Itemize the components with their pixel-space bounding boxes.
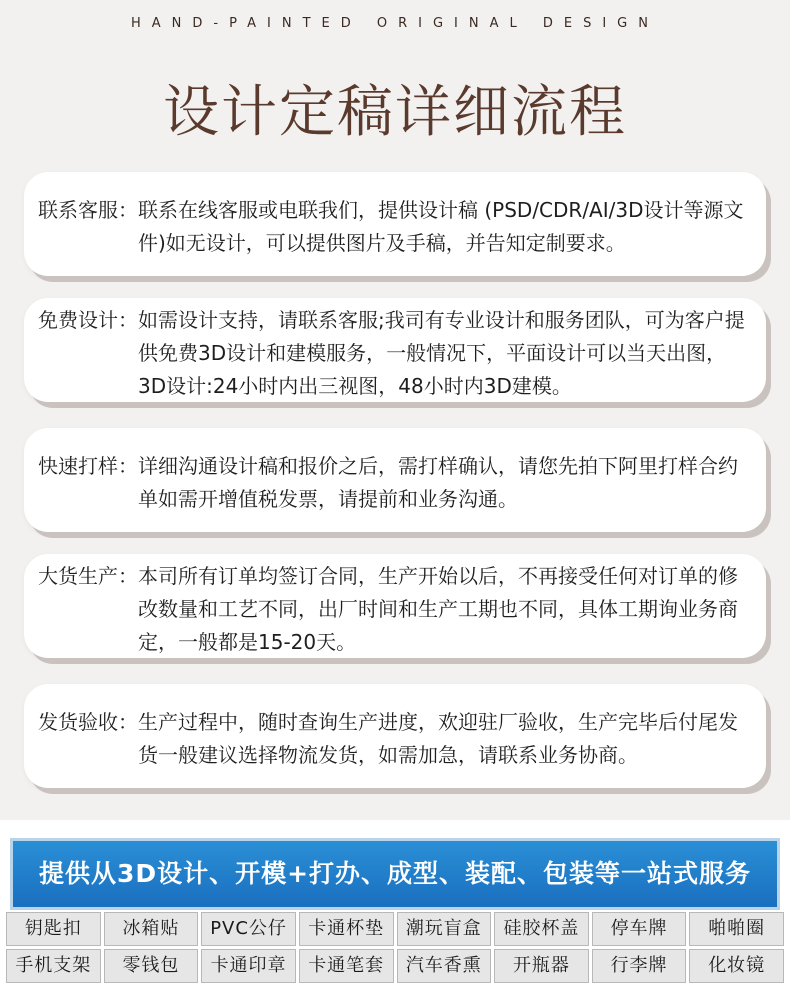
step-label: 免费设计： — [38, 308, 138, 332]
product-tag[interactable]: 卡通杯垫 — [299, 912, 394, 946]
product-tag[interactable]: 卡通印章 — [201, 949, 296, 983]
product-tag[interactable]: 化妆镜 — [689, 949, 784, 983]
step-label: 联系客服： — [38, 198, 138, 222]
step-text: 本司所有订单均签订合同，生产开始以后，不再接受任何对订单的修改数量和工艺不同，出厂时间和生产工期也不同，具体工期询业务商定，一般都是15-20天。 — [138, 564, 738, 654]
product-tag[interactable]: 汽车香熏 — [397, 949, 492, 983]
product-tag[interactable]: 卡通笔套 — [299, 949, 394, 983]
step-card-fast-sampling — [24, 428, 766, 532]
step-label: 发货验收： — [38, 710, 138, 734]
step-label: 快速打样： — [38, 454, 138, 478]
product-tag[interactable]: 潮玩盲盒 — [397, 912, 492, 946]
product-tag[interactable]: 停车牌 — [592, 912, 687, 946]
product-tag[interactable]: 行李牌 — [592, 949, 687, 983]
step-text: 如需设计支持，请联系客服;我司有专业设计和服务团队，可为客户提供免费3D设计和建模服务，一般情况下，平面设计可以当天出图，3D设计:24小时内出三视图，48小时内3D建模。 — [138, 308, 745, 398]
step-card-free-design — [24, 298, 766, 402]
product-tag[interactable]: PVC公仔 — [201, 912, 296, 946]
product-category-grid — [6, 912, 784, 983]
step-card-mass-production — [24, 554, 766, 658]
step-text: 联系在线客服或电联我们，提供设计稿 (PSD/CDR/AI/3D设计等源文件)如无设计，可以提供图片及手稿，并告知定制要求。 — [138, 198, 744, 255]
product-tag[interactable]: 开瓶器 — [494, 949, 589, 983]
product-tag[interactable]: 啪啪圈 — [689, 912, 784, 946]
product-tag[interactable]: 手机支架 — [6, 949, 101, 983]
page-title: 设计定稿详细流程 — [163, 80, 627, 145]
step-card-contact-service — [24, 172, 766, 276]
step-label: 大货生产： — [38, 564, 138, 588]
product-tag[interactable]: 钥匙扣 — [6, 912, 101, 946]
header-tagline: HAND-PAINTED ORIGINAL DESIGN — [131, 16, 659, 31]
product-tag[interactable]: 冰箱贴 — [104, 912, 199, 946]
product-tag[interactable]: 零钱包 — [104, 949, 199, 983]
step-text: 详细沟通设计稿和报价之后，需打样确认，请您先拍下阿里打样合约单如需开增值税发票，请提前和业务沟通。 — [138, 454, 738, 511]
step-card-delivery-inspection — [24, 684, 766, 788]
product-tag[interactable]: 硅胶杯盖 — [494, 912, 589, 946]
one-stop-service-banner: 提供从3D设计、开模+打办、成型、装配、包装等一站式服务 — [10, 838, 780, 910]
step-text: 生产过程中，随时查询生产进度，欢迎驻厂验收，生产完毕后付尾发货一般建议选择物流发货，如需加急，请联系业务协商。 — [138, 710, 738, 767]
